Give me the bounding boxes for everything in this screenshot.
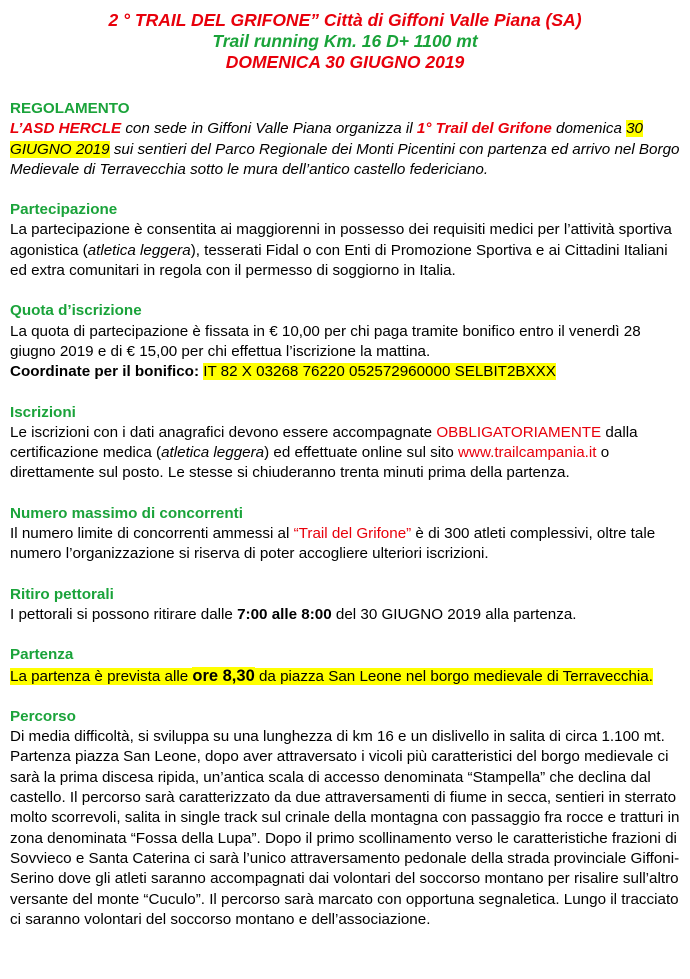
section-quota <box>10 301 680 382</box>
event-name-quoted: “Trail del Grifone” <box>293 525 412 543</box>
header-subtitle: Trail running Km. 16 D+ 1100 mt <box>212 31 478 51</box>
website-link[interactable]: www.trailcampania.it <box>458 444 597 462</box>
section-heading: Quota d’iscrizione <box>10 302 142 320</box>
section-heading: Ritiro pettorali <box>10 585 114 603</box>
section-body: I pettorali si possono ritirare dalle 7:00 alle 8:00 del 30 GIUGNO 2019 alla partenza. <box>10 605 577 623</box>
iban-value: IT 82 X 03268 76220 052572960000 SELBIT2BXXX <box>203 363 556 381</box>
pickup-times: 7:00 alle 8:00 <box>237 605 332 623</box>
header-title: 2 ° TRAIL DEL GRIFONE” Città di Giffoni Valle Piana (SA) <box>108 10 582 30</box>
section-body: La partenza è prevista alle ore 8,30 da piazza San Leone nel borgo medievale di Terravecchia. <box>10 666 653 685</box>
section-body: L’ASD HERCLE con sede in Giffoni Valle Piana organizza il 1° Trail del Grifone domenica 30 GIUGNO 2019 sui sentieri del Parco Regionale dei Monti Picentini con partenza ed arrivo nel Borgo Medievale di Terravecchia sotto le mura dell’antico castello federiciano. <box>10 120 680 178</box>
coordinates-label: Coordinate per il bonifico: <box>10 363 204 381</box>
section-heading: Partenza <box>10 646 74 664</box>
section-percorso <box>10 707 680 930</box>
bank-coordinates <box>10 362 680 382</box>
section-body: Il numero limite di concorrenti ammessi al “Trail del Grifone” è di 300 atleti complessivi, oltre tale numero l’organizzazione si riserva di poter accogliere ulteriori iscrizioni. <box>10 525 656 563</box>
section-body: La partecipazione è consentita ai maggiorenni in possesso dei requisiti medici per l’attività sportiva agonistica (atletica leggera), tesserati Fidal o con Enti di Promozione Sportiva e ai Cittadini Italiani ed extra comunitari in regola con il permesso di soggiorno in Italia. <box>10 221 672 280</box>
section-body: Le iscrizioni con i dati anagrafici devono essere accompagnate OBBLIGATORIAMENTE dalla certificazione medica (atletica leggera) ed effettuate online sul sito www.trailcampania.it o direttamente sul posto. Le stesse si chiuderanno trenta minuti prima della partenza. <box>10 423 638 482</box>
section-heading: Percorso <box>10 707 76 725</box>
section-regolamento <box>10 99 680 180</box>
org-name: L’ASD HERCLE <box>10 120 122 138</box>
section-numero-massimo <box>10 504 680 565</box>
section-heading: Iscrizioni <box>10 403 76 421</box>
mandatory-text: OBBLIGATORIAMENTE <box>436 423 602 441</box>
event-name: 1° Trail del Grifone <box>416 120 552 138</box>
section-body: Di media difficoltà, si sviluppa su una lunghezza di km 16 e un dislivello in salita di circa 1.100 mt. Partenza piazza San Leone, dopo aver attraversato i vicoli più caratteristici del borgo medievale ci sarà la prima discesa ripida, un’antica scala di accesso denominata “Stampella” che declina dal castello. Il percorso sarà caratterizzato da due attraversamenti di fiume in secca, sentieri in sterrato molto scorrevoli, salita in single track sul crinale della montagna con passaggio fra rocce e tratturi in zona denominata “Fossa della Lupa”. Dopo il primo scollinamento verso le caratteristiche frazioni di Sovvieco e Santa Caterina ci sarà l’unico attraversamento pedonale della strada provinciale Giffoni-Serino dove gli atleti saranno accompagnati dai volontari del soccorso montano per risalire sull’altro versante del monte “Cuculo”. Il percorso sarà marcato con opportuna segnaletica. Lungo il tracciato ci saranno volontari del soccorso montano e dell’associazione. <box>10 728 680 928</box>
document-header <box>10 10 680 73</box>
start-time: ore 8,30 <box>192 666 255 685</box>
header-date: DOMENICA 30 GIUGNO 2019 <box>225 52 465 72</box>
section-ritiro-pettorali <box>10 585 680 626</box>
section-partecipazione <box>10 200 680 281</box>
section-heading: Numero massimo di concorrenti <box>10 504 243 522</box>
section-iscrizioni <box>10 403 680 484</box>
section-heading: Partecipazione <box>10 201 118 219</box>
section-heading: REGOLAMENTO <box>10 100 130 117</box>
section-partenza <box>10 645 680 687</box>
section-body: La quota di partecipazione è fissata in € 10,00 per chi paga tramite bonifico entro il venerdì 28 giugno 2019 e di € 15,00 per chi effettua l’iscrizione la mattina. <box>10 322 641 360</box>
event-date: 30 GIUGNO 2019 <box>10 120 644 158</box>
